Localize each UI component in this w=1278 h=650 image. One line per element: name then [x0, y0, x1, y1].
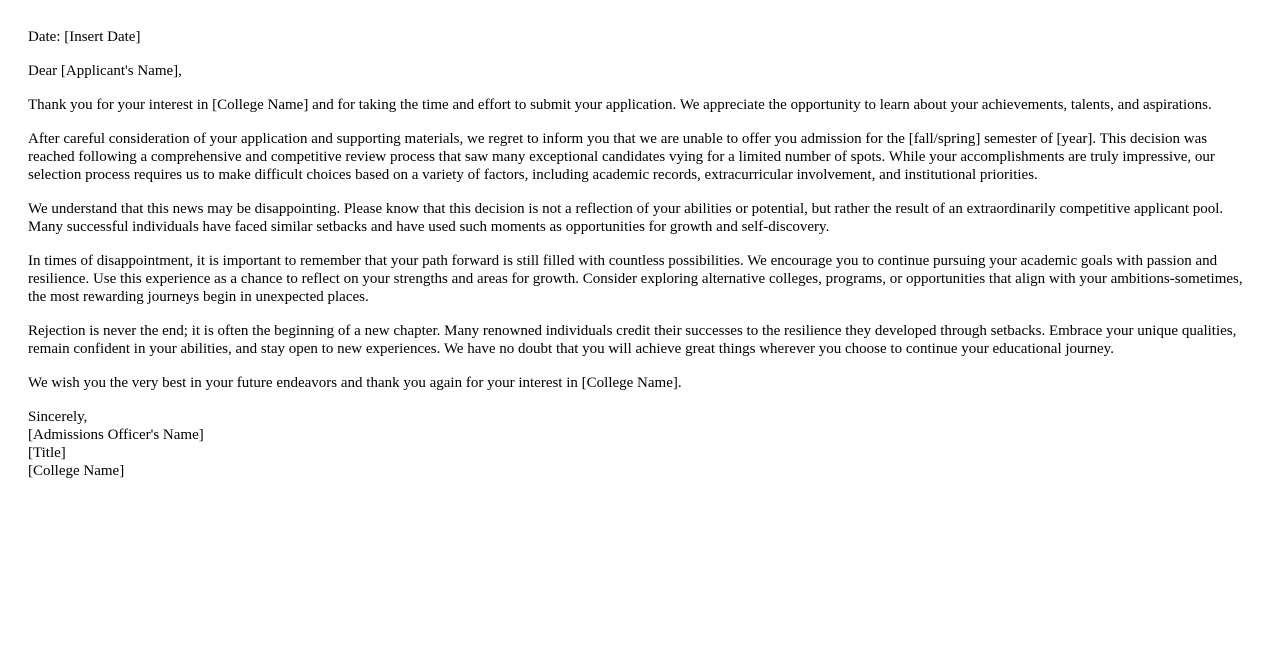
signature-title: [Title]	[28, 445, 66, 461]
letter-date: Date: [Insert Date]	[28, 29, 141, 45]
letter-paragraph: In times of disappointment, it is important to remember that your path forward is still filled with countless possibilities. We encourage you to continue pursuing your academic goals with passion and resilience. Use this experience as a chance to reflect on your strengths and areas for growth. Consider exploring alternative colleges, programs, or opportunities that align with your ambitions-sometimes, the most rewarding journeys begin in unexpected places.	[28, 253, 1243, 305]
letter-paragraph: Thank you for your interest in [College Name] and for taking the time and effort to submit your application. We appreciate the opportunity to learn about your achievements, talents, and aspirations.	[28, 97, 1212, 113]
signature-name: [Admissions Officer's Name]	[28, 427, 204, 443]
letter-signature-block	[28, 408, 1250, 480]
letter-paragraph: After careful consideration of your application and supporting materials, we regret to inform you that we are unable to offer you admission for the [fall/spring] semester of [year]. This decision was reached following a comprehensive and competitive review process that saw many exceptional candidates vying for a limited number of spots. While your accomplishments are truly impressive, our selection process requires us to make difficult choices based on a variety of factors, including academic records, extracurricular involvement, and institutional priorities.	[28, 131, 1215, 183]
letter-paragraph: We wish you the very best in your future endeavors and thank you again for your interest in [College Name].	[28, 375, 682, 391]
signature-college: [College Name]	[28, 463, 125, 479]
letter-closing: Sincerely,	[28, 409, 88, 425]
letter-salutation: Dear [Applicant's Name],	[28, 63, 182, 79]
rejection-letter	[28, 28, 1250, 480]
letter-paragraph: Rejection is never the end; it is often the beginning of a new chapter. Many renowned individuals credit their successes to the resilience they developed through setbacks. Embrace your unique qualities, remain confident in your abilities, and stay open to new experiences. We have no doubt that you will achieve great things wherever you choose to continue your educational journey.	[28, 323, 1237, 357]
letter-paragraph: We understand that this news may be disappointing. Please know that this decision is not a reflection of your abilities or potential, but rather the result of an extraordinarily competitive applicant pool. Many successful individuals have faced similar setbacks and have used such moments as opportunities for growth and self-discovery.	[28, 201, 1224, 235]
